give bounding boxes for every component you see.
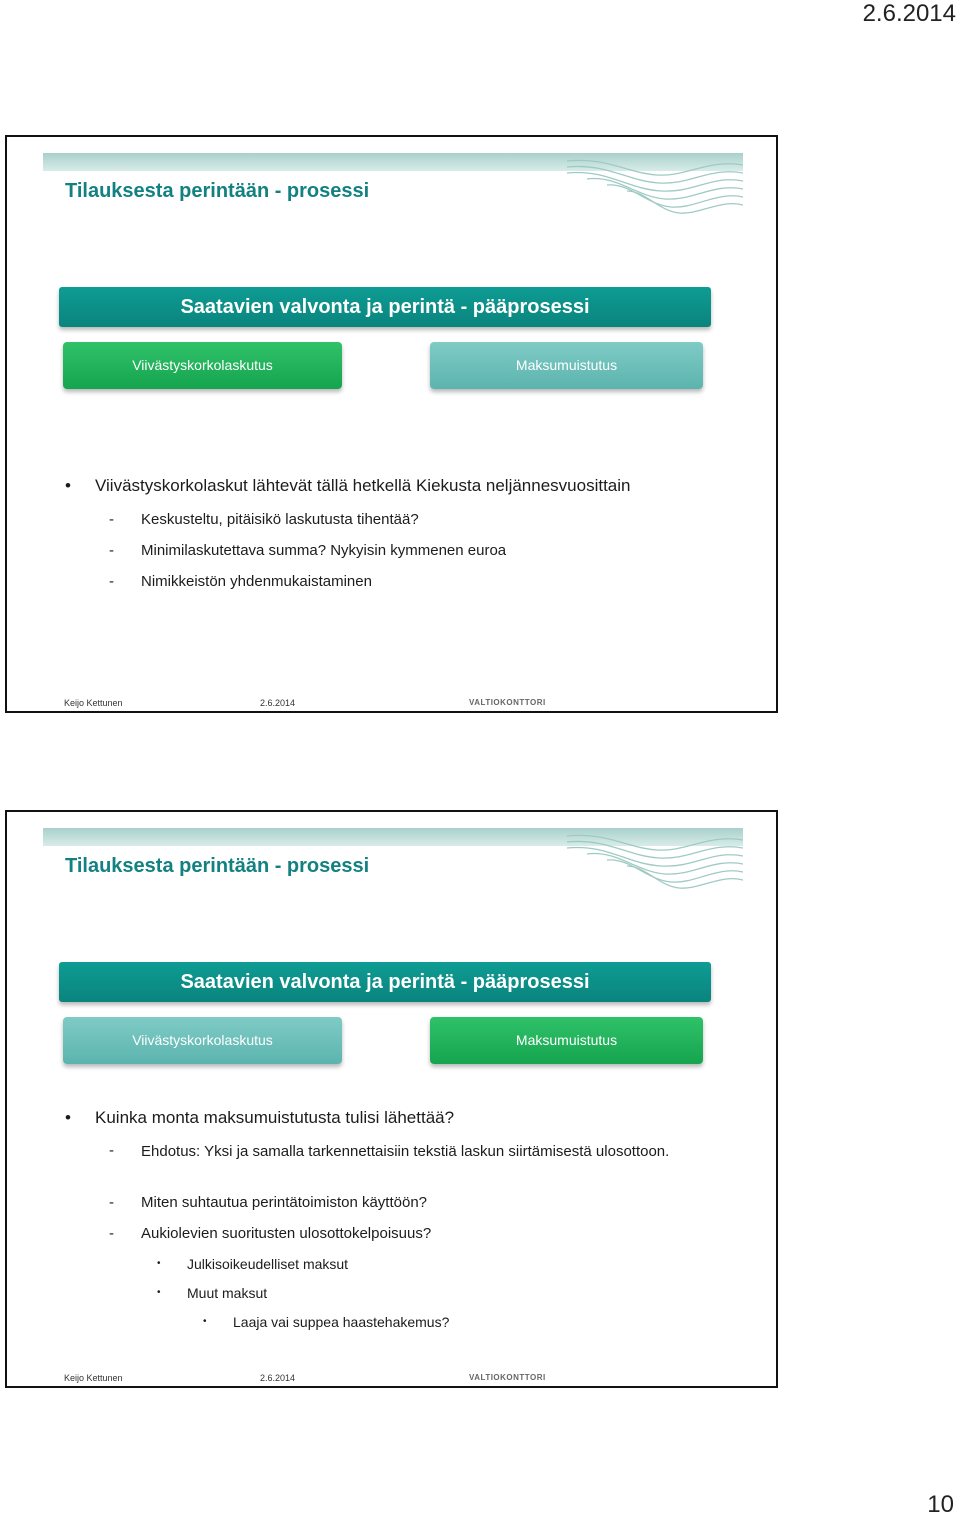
subprocess-viivastyskorkolaskutus: Viivästyskorkolaskutus (63, 342, 342, 389)
subprocess-maksumuistutus: Maksumuistutus (430, 1017, 703, 1064)
footer-date: 2.6.2014 (260, 698, 296, 708)
valtiokonttori-logo: VALTIOKONTTORI (469, 1373, 546, 1382)
main-process-bar: Saatavien valvonta ja perintä - pääprosessi (59, 962, 711, 1002)
slide-2: Tilauksesta perintään - prosessi Saatavien valvonta ja perintä - pääprosessi Viivästyskorkolaskutus Maksumuistutus • Kuinka monta maksumuistutusta tulisi lähettää? - Ehdotus: Yksi ja samalla tarkennettaisiin tekstiä laskun siirtämisestä ulosottoon. - Miten suhtautua perintätoimiston käyttöön? - Aukiolevien suoritusten ulosottokelpoisuus? • Julkisoikeudelliset maksut • Muut maksut • Laaja vai suppea haastehakemus? Keijo Kettunen 2.6.2014 VALTIOKONTTORI (5, 810, 778, 1388)
valtiokonttori-logo: VALTIOKONTTORI (469, 698, 546, 707)
wave-decoration-icon (567, 828, 743, 894)
slide-1: Tilauksesta perintään - prosessi Saatavien valvonta ja perintä - pääprosessi Viivästyskorkolaskutus Maksumuistutus • Viivästyskorkolaskut lähtevät tällä hetkellä Kiekusta neljännesvuosittain - Keskusteltu, pitäisikö laskutusta tihentää? - Minimilaskutettava summa? Nykyisin kymmenen euroa - Nimikkeistön yhdenmukaistaminen Keijo Kettunen 2.6.2014 VALTIOKONTTORI (5, 135, 778, 713)
main-process-bar: Saatavien valvonta ja perintä - pääprosessi (59, 287, 711, 327)
wave-decoration-icon (567, 153, 743, 219)
subprocess-maksumuistutus: Maksumuistutus (430, 342, 703, 389)
page-number: 10 (927, 1491, 954, 1518)
footer-author: Keijo Kettunen (64, 698, 123, 708)
subprocess-viivastyskorkolaskutus: Viivästyskorkolaskutus (63, 1017, 342, 1064)
slide-title: Tilauksesta perintään - prosessi (65, 855, 370, 877)
slide-title: Tilauksesta perintään - prosessi (65, 180, 370, 202)
footer-author: Keijo Kettunen (64, 1373, 123, 1383)
footer-date: 2.6.2014 (260, 1373, 296, 1383)
page-date: 2.6.2014 (862, 0, 956, 27)
